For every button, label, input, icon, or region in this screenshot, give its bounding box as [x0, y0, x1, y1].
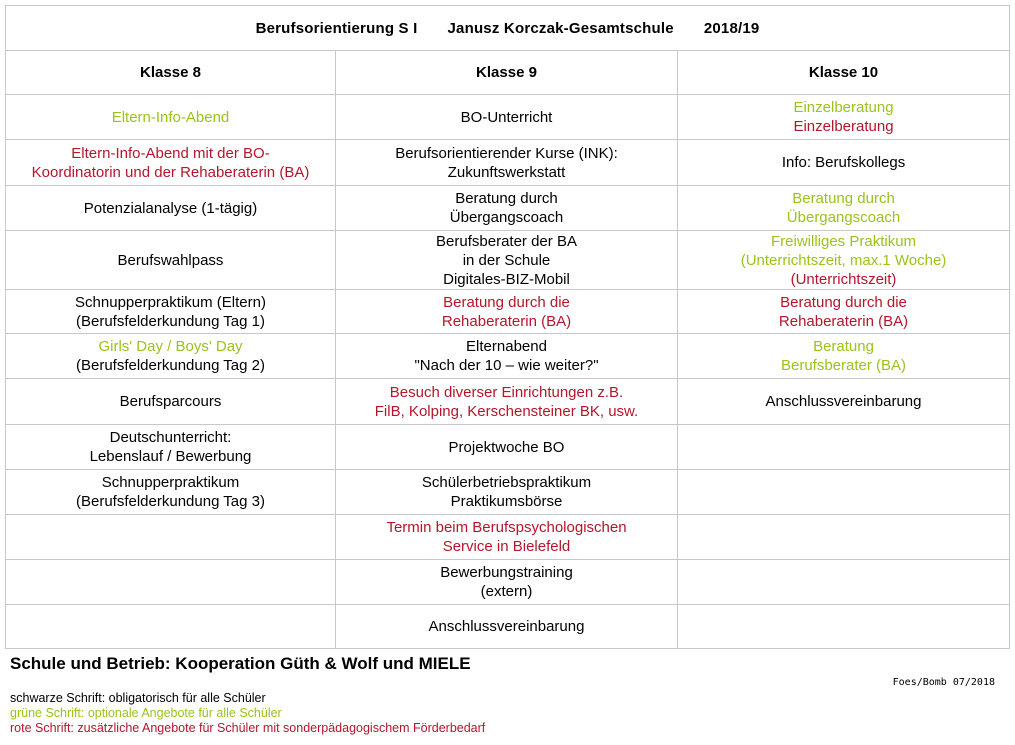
table-row [6, 95, 1010, 140]
cell-klasse-10 [678, 379, 1010, 425]
table-row [6, 470, 1010, 515]
table-row [6, 140, 1010, 186]
cell-line: Einzelberatung [793, 118, 894, 135]
legend-black: schwarze Schrift: obligatorisch für alle Schüler [10, 691, 266, 705]
cell-klasse-9 [336, 95, 678, 140]
cell-line: Übergangscoach [449, 209, 564, 226]
cell-line: Berufsberater (BA) [780, 357, 907, 374]
cell-line: Projektwoche BO [448, 438, 565, 456]
cell-klasse-9 [336, 334, 678, 379]
cell-klasse-9 [336, 425, 678, 470]
title-subject: Berufsorientierung S I [255, 19, 418, 37]
cell-line: Elternabend [466, 338, 547, 355]
cell-line: Anschlussvereinbarung [765, 393, 922, 410]
table-row [6, 560, 1010, 605]
cell-klasse-10 [678, 290, 1010, 334]
table-row [6, 515, 1010, 560]
cell-line: Girls' Day / Boys' Day [98, 338, 243, 355]
cell-klasse-8 [6, 605, 336, 649]
table-row [6, 334, 1010, 379]
cell-line: Termin beim Berufspsychologischen [386, 519, 627, 536]
cell-line: in der Schule [462, 251, 551, 269]
cell-line: FilB, Kolping, Kerschensteiner BK, usw. [374, 402, 639, 420]
column-header-row [6, 51, 1010, 95]
cell-klasse-8 [6, 379, 336, 425]
cell-klasse-9 [336, 290, 678, 334]
cell-line: Eltern-Info-Abend mit der BO- [71, 144, 270, 162]
cell-klasse-10 [678, 515, 1010, 560]
cell-klasse-10 [678, 140, 1010, 186]
plan-table [5, 5, 1010, 649]
cell-klasse-8 [6, 290, 336, 334]
cell-line: Beratung [813, 338, 874, 355]
cell-klasse-9 [336, 470, 678, 515]
cell-line: Rehaberaterin (BA) [441, 312, 572, 330]
cell-klasse-10 [678, 334, 1010, 379]
cell-line: (Berufsfelderkundung Tag 2) [75, 357, 265, 374]
cell-klasse-9 [336, 560, 678, 605]
cell-line: Zukunftswerkstatt [447, 163, 566, 181]
author-signature: Foes/Bomb 07/2018 [892, 677, 995, 688]
cell-line: Koordinatorin und der Rehaberaterin (BA) [31, 163, 310, 181]
cell-klasse-8 [6, 560, 336, 605]
table-row [6, 379, 1010, 425]
cell-line: Besuch diverser Einrichtungen z.B. [389, 383, 624, 401]
cell-line: Berufsorientierender Kurse (INK): [395, 144, 618, 162]
cell-line: Schnupperpraktikum [101, 474, 240, 491]
plan-body [6, 6, 1010, 649]
cell-line: (Unterrichtszeit, max.1 Woche) [740, 251, 947, 269]
cell-klasse-9 [336, 605, 678, 649]
column-header-klasse-9: Klasse 9 [336, 51, 678, 95]
column-header-klasse-10: Klasse 10 [678, 51, 1010, 95]
cell-klasse-10 [678, 231, 1010, 290]
cell-klasse-8 [6, 425, 336, 470]
cell-klasse-8 [6, 231, 336, 290]
cell-line: Lebenslauf / Bewerbung [89, 448, 252, 465]
cell-klasse-8 [6, 186, 336, 231]
table-row [6, 605, 1010, 649]
legend-green: grüne Schrift: optionale Angebote für alle Schüler [10, 706, 282, 720]
cell-line: (Unterrichtszeit) [790, 270, 897, 288]
cooperation-title: Schule und Betrieb: Kooperation Güth & Wolf und MIELE [10, 654, 471, 673]
cell-line: Praktikumsbörse [450, 493, 563, 510]
legend-red: rote Schrift: zusätzliche Angebote für Schüler mit sonderpädagogischem Förderbedarf [10, 721, 486, 735]
cell-klasse-9 [336, 140, 678, 186]
table-row [6, 290, 1010, 334]
column-header-klasse-8: Klasse 8 [6, 51, 336, 95]
cell-klasse-10 [678, 425, 1010, 470]
cell-klasse-10 [678, 186, 1010, 231]
title-year: 2018/19 [703, 19, 760, 37]
cell-klasse-8 [6, 470, 336, 515]
cell-line: Freiwilliges Praktikum [771, 232, 917, 250]
cell-line: Beratung durch [455, 190, 558, 207]
cell-line: Beratung durch [792, 190, 895, 207]
cell-klasse-8 [6, 515, 336, 560]
cell-line: Berufsberater der BA [436, 232, 577, 250]
cell-klasse-8 [6, 334, 336, 379]
cell-klasse-8 [6, 140, 336, 186]
table-row [6, 231, 1010, 290]
cell-line: Schülerbetriebspraktikum [421, 474, 592, 491]
page-title [6, 6, 1010, 51]
cell-klasse-9 [336, 186, 678, 231]
table-row [6, 425, 1010, 470]
cell-klasse-8 [6, 95, 336, 140]
cell-line: (extern) [480, 583, 533, 600]
title-row [6, 6, 1010, 51]
cell-klasse-9 [336, 515, 678, 560]
cell-klasse-9 [336, 231, 678, 290]
cell-klasse-10 [678, 605, 1010, 649]
cell-klasse-10 [678, 95, 1010, 140]
cell-line: Einzelberatung [793, 99, 894, 116]
cell-line: (Berufsfelderkundung Tag 1) [75, 312, 265, 330]
cell-line: Anschlussvereinbarung [428, 618, 585, 635]
cell-line: Beratung durch die [443, 293, 570, 311]
color-legend [10, 691, 485, 736]
cell-line: "Nach der 10 – wie weiter?" [414, 357, 599, 374]
cell-line: Deutschunterricht: [109, 429, 232, 446]
cell-line: Berufswahlpass [117, 251, 224, 269]
cell-line: Rehaberaterin (BA) [778, 312, 909, 330]
cell-klasse-9 [336, 379, 678, 425]
cell-line: Service in Bielefeld [442, 538, 571, 555]
table-row [6, 186, 1010, 231]
title-school: Janusz Korczak-Gesamtschule [447, 19, 674, 37]
cell-line: Info: Berufskollegs [781, 154, 906, 171]
cell-line: Bewerbungstraining [440, 564, 573, 581]
cell-line: Potenzialanalyse (1-tägig) [83, 199, 258, 217]
cell-klasse-10 [678, 560, 1010, 605]
cell-klasse-10 [678, 470, 1010, 515]
cell-line: Berufsparcours [119, 393, 222, 410]
cell-line: Übergangscoach [786, 209, 901, 226]
cell-line: (Berufsfelderkundung Tag 3) [75, 493, 265, 510]
cell-line: Beratung durch die [780, 293, 907, 311]
cell-line: Eltern-Info-Abend [111, 108, 230, 126]
cell-line: Schnupperpraktikum (Eltern) [75, 293, 266, 311]
cell-line: BO-Unterricht [460, 108, 553, 126]
cell-line: Digitales-BIZ-Mobil [443, 270, 570, 288]
